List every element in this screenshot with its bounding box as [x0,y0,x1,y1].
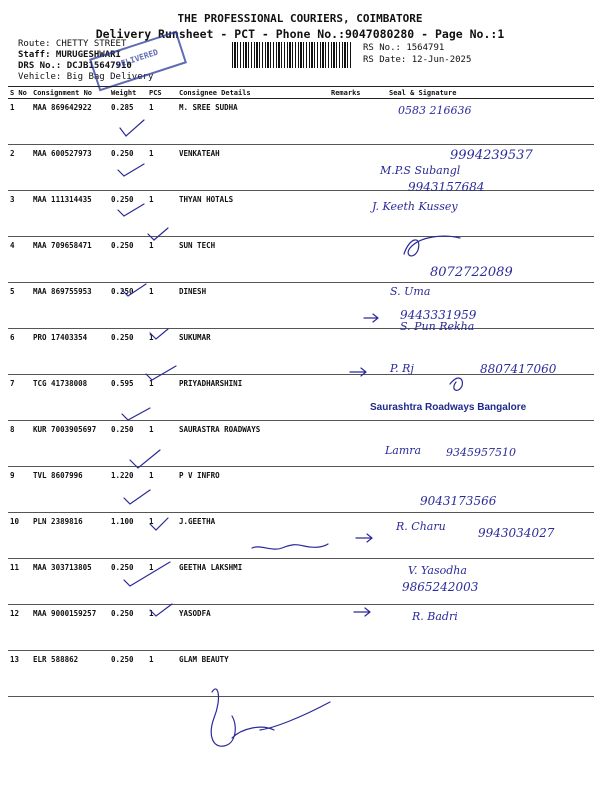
cell-wt: 1.100 [109,513,147,559]
tick-mark [118,164,144,176]
handwriting: R. Badri [412,610,458,623]
handwriting: 0583 216636 [398,104,472,117]
arrow-mark [364,314,378,322]
signature-mark [404,236,460,256]
company-stamp: Saurashtra Roadways Bangalore [370,402,527,413]
handwriting: 9865242003 [402,580,479,594]
tick-mark [150,518,168,530]
cell-cn: TCG 41738008 [31,375,109,421]
handwriting: S. Uma [390,285,431,298]
arrow-mark [356,534,372,542]
tick-mark [150,604,172,616]
route-label: Route: CHETTY STREET [18,39,127,49]
tick-mark [122,408,150,420]
cell-sno: 5 [8,283,31,329]
bottom-signature [211,689,330,746]
staff-label: Staff: MURUGESHWARI [18,50,121,60]
cell-cn: ELR 588862 [31,651,109,697]
signature-mark [252,544,328,549]
cell-wt: 0.250 [109,329,147,375]
cell-wt: 1.220 [109,467,147,513]
cell-sno: 9 [8,467,31,513]
handwriting: S. Pun Rekha [400,320,475,333]
cell-sno: 2 [8,145,31,191]
tick-mark [124,490,150,504]
handwriting: 8072722089 [430,265,513,280]
handwriting: 8807417060 [480,362,557,376]
column-header: Remarks [329,87,387,99]
drs-label: DRS No.: DCJB15647910 [18,61,132,71]
cell-pcs: 1 [147,375,177,421]
tick-mark [150,329,168,339]
arrow-mark [350,368,366,376]
cell-consignee: PRIYADHARSHINI [177,375,329,421]
cell-consignee: SAURASTRA ROADWAYS [177,421,329,467]
handwriting: 9943157684 [408,180,485,194]
cell-consignee: GLAM BEAUTY [177,651,329,697]
cell-wt: 0.250 [109,283,147,329]
rs-date: RS Date: 12-Jun-2025 [363,55,472,65]
cell-cn: MAA 709658471 [31,237,109,283]
cell-wt: 0.285 [109,99,147,145]
cell-consignee: J.GEETHA [177,513,329,559]
column-header: Weight [109,87,147,99]
vehicle-label: Vehicle: Big Bag Delivery [18,72,154,82]
cell-pcs: 1 [147,421,177,467]
tick-mark [130,450,160,468]
cell-consignee: M. SREE SUDHA [177,99,329,145]
handwriting: 9994239537 [450,148,533,163]
handwriting: 9943034027 [478,526,555,540]
cell-pcs: 1 [147,191,177,237]
handwriting: 9043173566 [420,494,497,508]
cell-sno: 8 [8,421,31,467]
column-header: PCS [147,87,177,99]
cell-pcs: 1 [147,559,177,605]
cell-consignee: THYAN HOTALS [177,191,329,237]
cell-wt: 0.250 [109,191,147,237]
tick-mark [146,366,176,380]
cell-wt: 0.250 [109,605,147,651]
cell-sno: 1 [8,99,31,145]
cell-cn: TVL 8607996 [31,467,109,513]
cell-pcs: 1 [147,605,177,651]
cell-cn: MAA 600527973 [31,145,109,191]
signature-mark [450,378,462,390]
cell-consignee: GEETHA LAKSHMI [177,559,329,605]
handwriting: M.P.S Subangl [380,164,461,177]
handwriting: J. Keeth Kussey [372,200,458,213]
cell-consignee: DINESH [177,283,329,329]
runsheet-subtitle: Delivery Runsheet - PCT - Phone No.:9047080280 - Page No.:1 [95,27,505,41]
cell-sno: 12 [8,605,31,651]
cell-cn: KUR 7003905697 [31,421,109,467]
cell-cn: MAA 869755953 [31,283,109,329]
cell-consignee: P V INFRO [177,467,329,513]
column-header: Consignee Details [177,87,329,99]
cell-cn: MAA 303713805 [31,559,109,605]
tick-mark [122,284,146,296]
cell-pcs: 1 [147,145,177,191]
handwriting: 9443331959 [400,308,477,322]
cell-wt: 0.595 [109,375,147,421]
cell-pcs: 1 [147,283,177,329]
cell-pcs: 1 [147,513,177,559]
cell-pcs: 1 [147,99,177,145]
cell-wt: 0.250 [109,421,147,467]
cell-wt: 0.250 [109,145,147,191]
cell-wt: 0.250 [109,559,147,605]
tick-mark [118,204,144,216]
cell-pcs: 1 [147,329,177,375]
column-header: Seal & Signature [387,87,594,99]
cell-cn: PLN 2389816 [31,513,109,559]
cell-sno: 7 [8,375,31,421]
delivered-stamp: DELIVERED [89,31,187,92]
handwriting: R. Charu [396,520,446,533]
cell-sno: 13 [8,651,31,697]
cell-cn: MAA 111314435 [31,191,109,237]
cell-sno: 10 [8,513,31,559]
tick-mark [120,120,144,136]
column-header: Consignment No [31,87,109,99]
column-header: S No [8,87,31,99]
cell-sno: 11 [8,559,31,605]
cell-sno: 3 [8,191,31,237]
tick-mark [124,562,170,586]
cell-cn: PRO 17403354 [31,329,109,375]
cell-pcs: 1 [147,237,177,283]
handwriting: Lamra [385,444,422,457]
cell-cn: MAA 869642922 [31,99,109,145]
rs-number: RS No.: 1564791 [363,43,445,53]
cell-consignee: SUKUMAR [177,329,329,375]
arrow-mark [354,608,370,616]
cell-pcs: 1 [147,467,177,513]
handwriting: P. Rj [390,362,414,375]
cell-consignee: SUN TECH [177,237,329,283]
cell-wt: 0.250 [109,651,147,697]
cell-wt: 0.250 [109,237,147,283]
cell-sno: 6 [8,329,31,375]
cell-consignee: YASODFA [177,605,329,651]
cell-sno: 4 [8,237,31,283]
cell-pcs: 1 [147,651,177,697]
company-title: THE PROFESSIONAL COURIERS, COIMBATORE [177,12,423,25]
handwriting: 9345957510 [446,446,516,459]
handwriting: V. Yasodha [408,564,467,577]
cell-cn: MAA 9000159257 [31,605,109,651]
cell-consignee: VENKATEAH [177,145,329,191]
tick-mark [148,228,168,240]
